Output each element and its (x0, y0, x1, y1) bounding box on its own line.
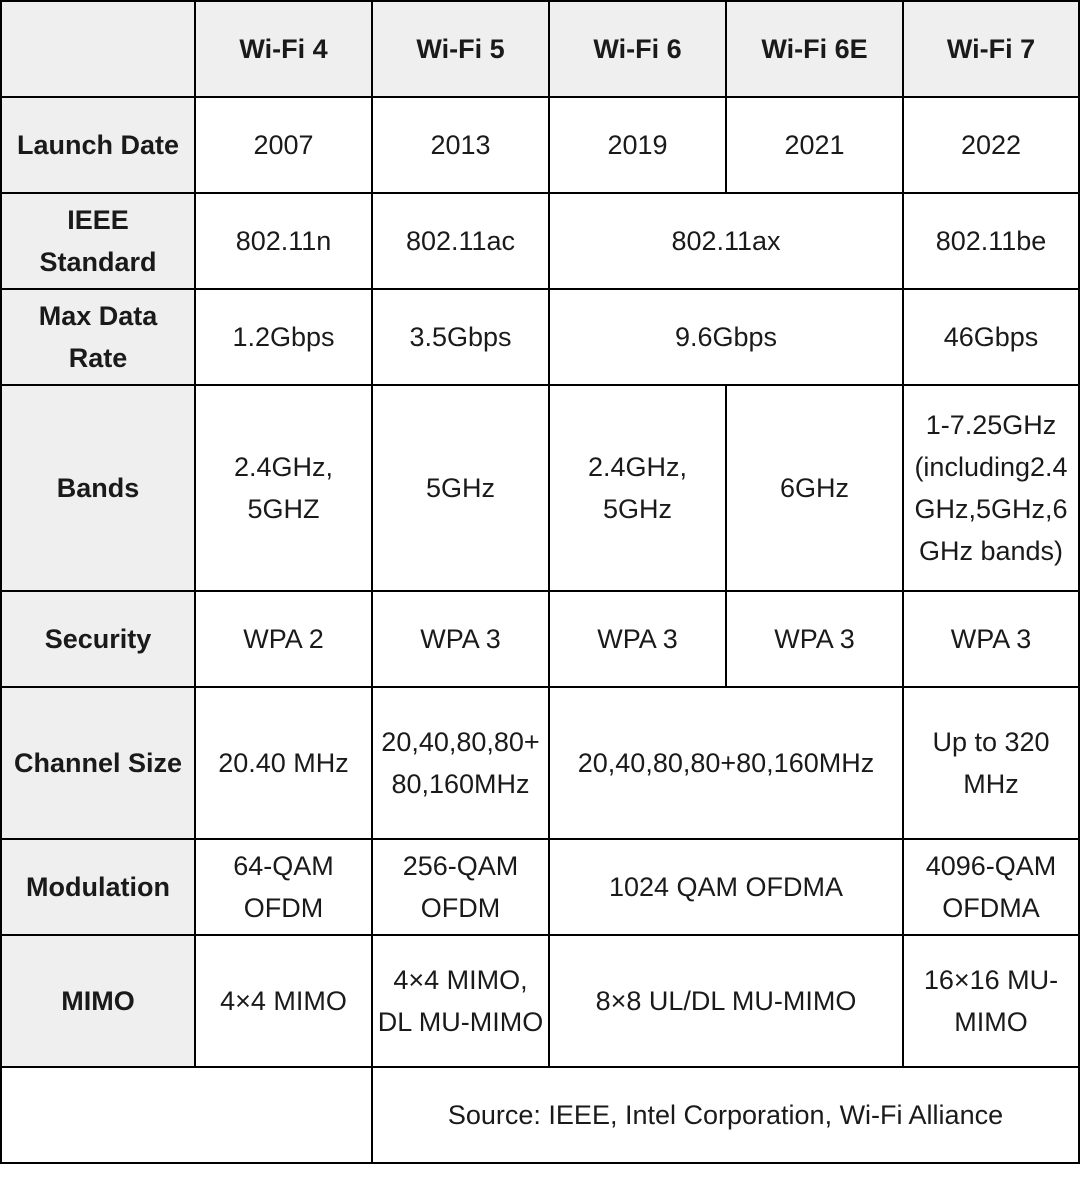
cell-security-wifi6: WPA 3 (549, 591, 726, 687)
cell-launch-wifi4: 2007 (195, 97, 372, 193)
table-row-bands (1, 385, 1079, 591)
cell-line: 1-7.25GHz (925, 410, 1057, 440)
cell-security-wifi5: WPA 3 (372, 591, 549, 687)
cell-line: 4096-QAM (925, 851, 1057, 881)
header-row (1, 1, 1079, 97)
cell-security-wifi6e: WPA 3 (726, 591, 903, 687)
table-row-modulation (1, 839, 1079, 935)
cell-channel-wifi4: 20.40 MHz (195, 687, 372, 839)
cell-ieee-wifi5: 802.11ac (372, 193, 549, 289)
cell-line: OFDM (420, 893, 501, 923)
cell-line: 2.4GHz, (587, 452, 688, 482)
cell-bands-wifi4 (195, 385, 372, 591)
cell-security-wifi4: WPA 2 (195, 591, 372, 687)
cell-rate-wifi5: 3.5Gbps (372, 289, 549, 385)
row-header-security: Security (1, 591, 195, 687)
cell-mimo-wifi6-6e: 8×8 UL/DL MU-MIMO (549, 935, 903, 1067)
source-note: Source: IEEE, Intel Corporation, Wi-Fi Alliance (372, 1067, 1079, 1163)
cell-mimo-wifi4: 4×4 MIMO (195, 935, 372, 1067)
cell-bands-wifi7 (903, 385, 1079, 591)
table-row-source (1, 1067, 1079, 1163)
cell-security-wifi7: WPA 3 (903, 591, 1079, 687)
cell-line: 80,160MHz (391, 769, 530, 799)
cell-line: OFDM (243, 893, 324, 923)
cell-ieee-wifi6-6e: 802.11ax (549, 193, 903, 289)
column-header-wifi6e: Wi-Fi 6E (726, 1, 903, 97)
table-row-security (1, 591, 1079, 687)
row-header-modulation: Modulation (1, 839, 195, 935)
cell-modulation-wifi7 (903, 839, 1079, 935)
cell-line: MHz (963, 769, 1019, 799)
cell-rate-wifi4: 1.2Gbps (195, 289, 372, 385)
corner-cell (1, 1, 195, 97)
cell-channel-wifi7 (903, 687, 1079, 839)
cell-launch-wifi6: 2019 (549, 97, 726, 193)
row-header-channel-size: Channel Size (1, 687, 195, 839)
cell-line: 256-QAM (402, 851, 519, 881)
cell-modulation-wifi4 (195, 839, 372, 935)
table-row-max-data-rate (1, 289, 1079, 385)
row-header-mimo: MIMO (1, 935, 195, 1067)
row-header-line: IEEE (67, 205, 129, 235)
cell-line: GHz bands) (918, 536, 1064, 566)
cell-ieee-wifi7: 802.11be (903, 193, 1079, 289)
column-header-wifi7: Wi-Fi 7 (903, 1, 1079, 97)
cell-bands-wifi5: 5GHz (372, 385, 549, 591)
row-header-line: Max Data (38, 301, 158, 331)
row-header-line: Standard (39, 247, 157, 277)
cell-rate-wifi7: 46Gbps (903, 289, 1079, 385)
cell-line: (including2.4 (914, 452, 1068, 482)
cell-launch-wifi7: 2022 (903, 97, 1079, 193)
table-row-ieee-standard (1, 193, 1079, 289)
cell-modulation-wifi6-6e: 1024 QAM OFDMA (549, 839, 903, 935)
cell-channel-wifi6-6e: 20,40,80,80+80,160MHz (549, 687, 903, 839)
cell-bands-wifi6e: 6GHz (726, 385, 903, 591)
cell-line: GHz,5GHz,6 (914, 494, 1068, 524)
column-header-wifi5: Wi-Fi 5 (372, 1, 549, 97)
table-row-channel-size (1, 687, 1079, 839)
cell-line: 20,40,80,80+ (381, 727, 540, 757)
row-header-bands: Bands (1, 385, 195, 591)
cell-line: Up to 320 (932, 727, 1050, 757)
cell-ieee-wifi4: 802.11n (195, 193, 372, 289)
cell-line: 5GHz (602, 494, 673, 524)
cell-rate-wifi6-6e: 9.6Gbps (549, 289, 903, 385)
cell-bands-wifi6 (549, 385, 726, 591)
cell-launch-wifi6e: 2021 (726, 97, 903, 193)
column-header-wifi4: Wi-Fi 4 (195, 1, 372, 97)
cell-modulation-wifi5 (372, 839, 549, 935)
cell-line: 5GHZ (247, 494, 320, 524)
row-header-ieee-standard (1, 193, 195, 289)
table-row-launch-date (1, 97, 1079, 193)
cell-channel-wifi5 (372, 687, 549, 839)
cell-line: 16×16 MU- (923, 965, 1059, 995)
cell-mimo-wifi7 (903, 935, 1079, 1067)
cell-launch-wifi5: 2013 (372, 97, 549, 193)
row-header-line: Rate (68, 343, 128, 373)
table-row-mimo (1, 935, 1079, 1067)
cell-line: OFDMA (942, 893, 1040, 923)
column-header-wifi6: Wi-Fi 6 (549, 1, 726, 97)
row-header-launch-date: Launch Date (1, 97, 195, 193)
cell-line: MIMO (954, 1007, 1028, 1037)
row-header-max-data-rate (1, 289, 195, 385)
cell-line: DL MU-MIMO (377, 1007, 544, 1037)
cell-line: 2.4GHz, (233, 452, 334, 482)
cell-line: 4×4 MIMO, (393, 965, 528, 995)
cell-mimo-wifi5 (372, 935, 549, 1067)
cell-line: 64-QAM (233, 851, 334, 881)
footer-blank-cell (1, 1067, 372, 1163)
